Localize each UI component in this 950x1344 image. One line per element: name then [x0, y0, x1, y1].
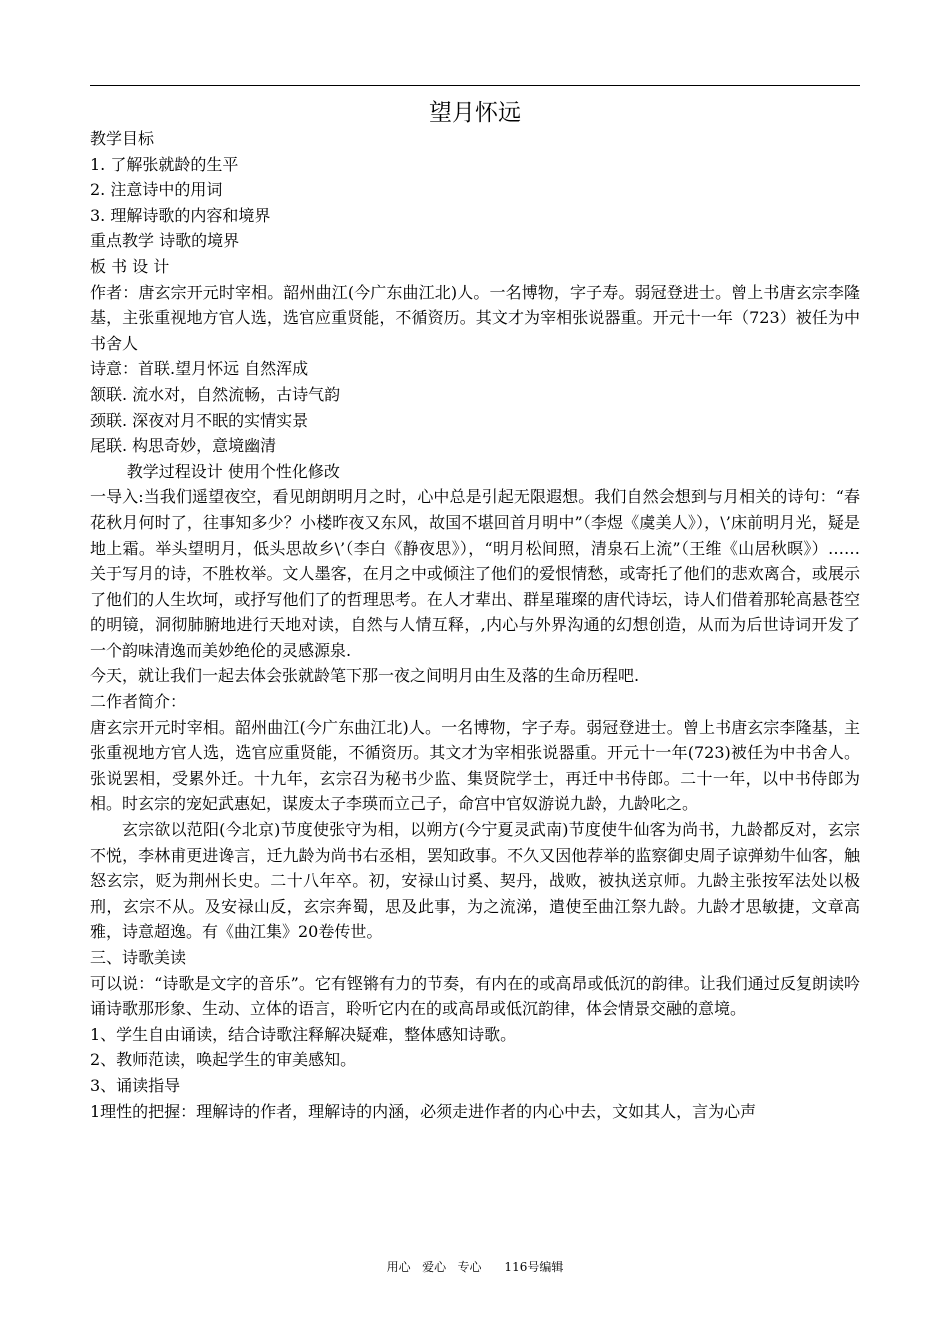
reading-step: 1、学生自由诵读，结合诗歌注释解决疑难，整体感知诗歌。: [90, 1024, 517, 1044]
objective-item: 3. 理解诗歌的内容和境界: [90, 205, 271, 225]
author-board-paragraph: 作者：唐玄宗开元时宰相。韶州曲江(今广东曲江北)人。一名博物，字子寿。弱冠登进士。曾上书唐玄宗李隆基，主张重视地方官人选，选官应重贤能，不循资历。其文才为宰相张说器重。开元十一年（723）被任为中书舍人: [90, 282, 860, 353]
page-footer: 用心 爱心 专心 116号编辑: [386, 1260, 564, 1274]
couplet-line: 颈联. 深夜对月不眠的实情实景: [90, 410, 309, 430]
section-heading-objectives: 教学目标: [90, 129, 155, 148]
reading-step: 3、诵读指导: [90, 1075, 181, 1095]
reading-step: 2、教师范读，唤起学生的审美感知。: [90, 1050, 357, 1070]
process-heading: 教学过程设计 使用个性化修改: [126, 461, 340, 481]
couplet-line: 尾联. 构思奇妙，意境幽清: [90, 436, 277, 456]
document-body: [90, 126, 860, 1124]
board-design-heading: 板 书 设 计: [90, 256, 170, 276]
key-point-line: 重点教学 诗歌的境界: [90, 231, 240, 251]
couplet-line: 颔联. 流水对，自然流畅，古诗气韵: [90, 384, 341, 404]
intro-paragraph: 一导入:当我们遥望夜空，看见朗朗明月之时，心中总是引起无限遐想。我们自然会想到与月相关的诗句：“春花秋月何时了，往事知多少？小楼昨夜又东风，故国不堪回首月明中”（李煜《虞美人》），\’床前明月光，疑是地上霜。举头望明月，低头思故乡\’（李白《静夜思》），“明月松间照，清泉石上流”（王维《山居秋暝》）……关于写月的诗，不胜枚举。文人墨客，在月之中或倾注了他们的爱恨情愁，或寄托了他们的悲欢离合，或展示了他们的人生坎坷，或抒写他们了的哲理思考。在人才辈出、群星璀璨的唐代诗坛，诗人们借着那轮高悬苍空的明镜，洞彻肺腑地进行天地对读，自然与人情互释，,内心与外界沟通的幻想创造，从而为后世诗词开发了一个韵味清逸而美妙绝伦的灵感源泉.: [90, 487, 860, 660]
today-line: 今天，就让我们一起去体会张就龄笔下那一夜之间明月由生及落的生命历程吧.: [90, 666, 640, 686]
author-bio-paragraph: 唐玄宗开元时宰相。韶州曲江(今广东曲江北)人。一名博物，字子寿。弱冠登进士。曾上书唐玄宗李隆基，主张重视地方官人选，选官应重贤能，不循资历。其文才为宰相张说器重。开元十一年(723)被任为中书舍人。张说罢相，受累外迁。十九年，玄宗召为秘书少监、集贤院学士，再迁中书侍郎。二十一年，以中书侍郎为相。时玄宗的宠妃武惠妃，谋废太子李瑛而立己子，命宫中官奴游说九龄，九龄叱之。: [90, 717, 860, 814]
section-heading-reading: 三、诗歌美读: [90, 948, 187, 967]
objective-item: 1. 了解张就龄的生平: [90, 154, 239, 174]
page-title: 望月怀远: [429, 100, 521, 126]
reading-guide-line: 1理性的把握：理解诗的作者，理解诗的内涵，必须走进作者的内心中去，文如其人，言为心声: [90, 1101, 757, 1121]
poem-meaning-line: 诗意：首联.望月怀远 自然浑成: [90, 359, 309, 379]
author-bio-paragraph: 玄宗欲以范阳(今北京)节度使张守为相，以朔方(今宁夏灵武南)节度使牛仙客为尚书，九龄都反对，玄宗不悦，李林甫更进谗言，迁九龄为尚书右丞相，罢知政事。不久又因他荐举的监察御史周子谅弹劾牛仙客，触怒玄宗，贬为荆州长史。二十八年卒。初，安禄山讨奚、契丹，战败，被执送京师。九龄主张按军法处以极刑，玄宗不从。及安禄山反，玄宗奔蜀，思及此事，为之流涕，遣使至曲江祭九龄。九龄才思敏捷，文章高雅，诗意超逸。有《曲江集》20卷传世。: [90, 820, 860, 942]
header-rule: [90, 85, 860, 86]
section-heading-author: 二作者简介：: [90, 692, 187, 712]
reading-intro-paragraph: 可以说：“诗歌是文字的音乐”。它有铿锵有力的节奏，有内在的或高昂或低沉的韵律。让我们通过反复朗读吟诵诗歌那形象、生动、立体的语言，聆听它内在的或高昂或低沉韵律，体会情景交融的意境。: [90, 973, 860, 1019]
objective-item: 2. 注意诗中的用词: [90, 180, 223, 200]
